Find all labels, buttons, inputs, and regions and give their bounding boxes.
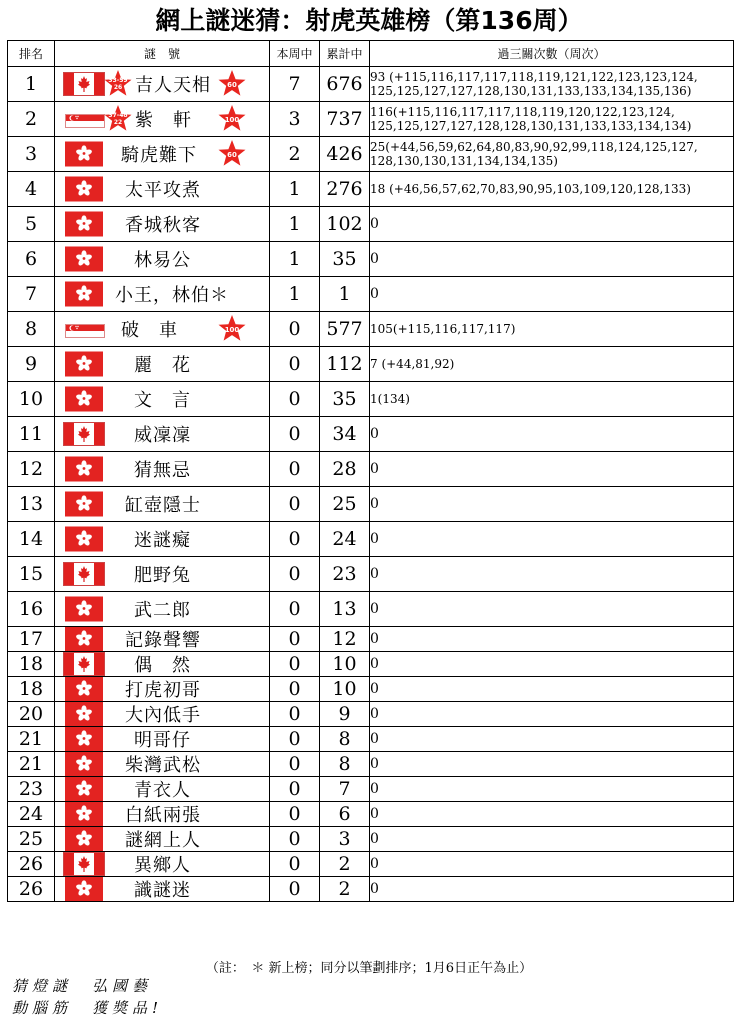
alias-name: 青衣人 <box>134 780 191 801</box>
bauhinia-icon <box>76 601 92 617</box>
total-count-cell: 737 <box>320 102 370 137</box>
bauhinia-icon <box>76 756 92 772</box>
table-row <box>8 592 734 627</box>
week-count-cell: 0 <box>270 777 320 802</box>
rank-cell: 5 <box>8 207 55 242</box>
alias-name: 紫 軒 <box>135 110 192 131</box>
canada-flag-icon <box>63 72 105 96</box>
rank-cell: 12 <box>8 452 55 487</box>
hong-kong-flag-icon <box>65 527 103 552</box>
hong-kong-flag-icon <box>65 802 103 827</box>
week-count-cell: 0 <box>270 652 320 677</box>
history-cell: 93 (+115,116,117,117,118,119,121,122,123,123,124, 125,125,127,127,128,130,131,133,133,134,135,136) <box>370 67 734 102</box>
history-cell: 0 <box>370 702 734 727</box>
table-row <box>8 727 734 752</box>
table-row <box>8 802 734 827</box>
alias-cell <box>55 627 270 652</box>
alias-name: 破 車 <box>121 320 178 341</box>
alias-name: 打虎初哥 <box>125 680 201 701</box>
total-count-cell: 426 <box>320 137 370 172</box>
header-history: 過三關次數（周次） <box>370 41 734 67</box>
alias-cell <box>55 207 270 242</box>
rank-cell: 15 <box>8 557 55 592</box>
alias-name: 謎網上人 <box>125 830 201 851</box>
rank-cell: 4 <box>8 172 55 207</box>
week-count-cell: 0 <box>270 727 320 752</box>
hong-kong-flag-icon <box>65 702 103 727</box>
total-count-cell: 1 <box>320 277 370 312</box>
total-count-cell: 102 <box>320 207 370 242</box>
rank-cell: 14 <box>8 522 55 557</box>
canada-flag-icon <box>63 562 105 586</box>
alias-cell <box>55 487 270 522</box>
left-star-badge-icon <box>103 69 133 99</box>
week-count-cell: 0 <box>270 312 320 347</box>
table-row <box>8 877 734 902</box>
bauhinia-icon <box>76 831 92 847</box>
history-cell: 18 (+46,56,57,62,70,83,90,95,103,109,120,128,133) <box>370 172 734 207</box>
week-count-cell: 2 <box>270 137 320 172</box>
bauhinia-icon <box>76 461 92 477</box>
week-count-cell: 1 <box>270 172 320 207</box>
table-row <box>8 417 734 452</box>
hong-kong-flag-icon <box>65 597 103 622</box>
badge-label: 26 <box>113 84 123 91</box>
maple-leaf-icon <box>78 566 90 582</box>
history-cell: 0 <box>370 652 734 677</box>
history-cell: 105(+115,116,117,117) <box>370 312 734 347</box>
history-cell: 0 <box>370 487 734 522</box>
alias-cell <box>55 417 270 452</box>
history-cell: 0 <box>370 777 734 802</box>
alias-name: 文 言 <box>134 390 191 411</box>
history-cell: 25(+44,56,59,62,64,80,83,90,92,99,118,124,125,127, 128,130,130,131,134,134,135) <box>370 137 734 172</box>
history-cell: 0 <box>370 592 734 627</box>
total-count-cell: 23 <box>320 557 370 592</box>
history-cell: 0 <box>370 827 734 852</box>
history-cell: 1(134) <box>370 382 734 417</box>
badge-label: 60 <box>227 81 237 89</box>
table-row <box>8 652 734 677</box>
week-count-cell: 0 <box>270 417 320 452</box>
slogan-line-1: 猜燈謎 弘國藝 <box>12 977 153 995</box>
table-row <box>8 452 734 487</box>
left-star-badge-icon <box>103 104 133 134</box>
table-row <box>8 277 734 312</box>
total-count-cell: 9 <box>320 702 370 727</box>
history-cell: 0 <box>370 452 734 487</box>
rank-cell: 13 <box>8 487 55 522</box>
alias-cell <box>55 522 270 557</box>
alias-name: 明哥仔 <box>134 730 191 751</box>
alias-name: 林易公 <box>134 250 191 271</box>
table-row <box>8 242 734 277</box>
history-cell: 0 <box>370 752 734 777</box>
alias-name: 記錄聲響 <box>125 630 201 651</box>
alias-name: 柴灣武松 <box>125 755 201 776</box>
hong-kong-flag-icon <box>65 492 103 517</box>
total-count-cell: 2 <box>320 852 370 877</box>
bauhinia-icon <box>76 731 92 747</box>
badge-label: 22 <box>113 119 123 126</box>
week-count-cell: 0 <box>270 382 320 417</box>
bauhinia-icon <box>76 251 92 267</box>
total-count-cell: 276 <box>320 172 370 207</box>
rank-cell: 23 <box>8 777 55 802</box>
rank-cell: 26 <box>8 877 55 902</box>
header-total: 累計中 <box>320 41 370 67</box>
table-row <box>8 102 734 137</box>
hong-kong-flag-icon <box>65 877 103 902</box>
total-count-cell: 8 <box>320 752 370 777</box>
rank-cell: 21 <box>8 752 55 777</box>
week-count-cell: 0 <box>270 487 320 522</box>
table-body <box>8 67 734 902</box>
alias-name: 香城秋客 <box>125 215 201 236</box>
alias-cell <box>55 777 270 802</box>
week-count-cell: 0 <box>270 347 320 382</box>
total-count-cell: 676 <box>320 67 370 102</box>
crescent-stars-icon <box>69 115 83 121</box>
rank-cell: 9 <box>8 347 55 382</box>
table-row <box>8 172 734 207</box>
alias-name: 肥野兔 <box>134 565 191 586</box>
bauhinia-icon <box>76 286 92 302</box>
alias-name: 武二郎 <box>134 600 191 621</box>
week-count-cell: 0 <box>270 852 320 877</box>
table-row <box>8 347 734 382</box>
table-row <box>8 382 734 417</box>
total-count-cell: 24 <box>320 522 370 557</box>
total-count-cell: 25 <box>320 487 370 522</box>
history-cell: 0 <box>370 877 734 902</box>
total-count-cell: 13 <box>320 592 370 627</box>
bauhinia-icon <box>76 181 92 197</box>
right-star-badge-icon <box>217 139 247 169</box>
alias-name: 吉人天相 <box>135 75 211 96</box>
badge-label: 33-59 <box>108 77 128 84</box>
alias-name: 太平攻煮 <box>125 180 201 201</box>
total-count-cell: 2 <box>320 877 370 902</box>
total-count-cell: 112 <box>320 347 370 382</box>
hong-kong-flag-icon <box>65 777 103 802</box>
singapore-flag-icon <box>65 114 105 128</box>
table-row <box>8 67 734 102</box>
alias-cell <box>55 827 270 852</box>
alias-cell <box>55 312 270 347</box>
bauhinia-icon <box>76 781 92 797</box>
alias-cell <box>55 652 270 677</box>
header-alias: 謎 號 <box>55 41 270 67</box>
rank-cell: 6 <box>8 242 55 277</box>
table-row <box>8 137 734 172</box>
week-count-cell: 0 <box>270 522 320 557</box>
week-count-cell: 0 <box>270 557 320 592</box>
hong-kong-flag-icon <box>65 212 103 237</box>
hong-kong-flag-icon <box>65 282 103 307</box>
rank-cell: 7 <box>8 277 55 312</box>
table-row <box>8 702 734 727</box>
rank-cell: 3 <box>8 137 55 172</box>
alias-cell <box>55 452 270 487</box>
badge-label: 100 <box>224 116 240 124</box>
total-count-cell: 3 <box>320 827 370 852</box>
bauhinia-icon <box>76 881 92 897</box>
alias-cell <box>55 557 270 592</box>
total-count-cell: 12 <box>320 627 370 652</box>
alias-cell <box>55 242 270 277</box>
hong-kong-flag-icon <box>65 627 103 652</box>
history-cell: 0 <box>370 522 734 557</box>
leaderboard-table <box>7 40 734 902</box>
alias-cell <box>55 137 270 172</box>
week-count-cell: 0 <box>270 752 320 777</box>
table-row <box>8 557 734 592</box>
total-count-cell: 7 <box>320 777 370 802</box>
hong-kong-flag-icon <box>65 177 103 202</box>
canada-flag-icon <box>63 852 105 876</box>
rank-cell: 25 <box>8 827 55 852</box>
alias-name: 偶 然 <box>134 655 191 676</box>
alias-cell <box>55 802 270 827</box>
alias-name: 識謎迷 <box>134 880 191 901</box>
canada-flag-icon <box>63 652 105 676</box>
history-cell: 0 <box>370 417 734 452</box>
total-count-cell: 10 <box>320 677 370 702</box>
header-rank: 排名 <box>8 41 55 67</box>
table-row <box>8 752 734 777</box>
total-count-cell: 28 <box>320 452 370 487</box>
hong-kong-flag-icon <box>65 727 103 752</box>
week-count-cell: 0 <box>270 802 320 827</box>
alias-cell <box>55 592 270 627</box>
badge-label: 100 <box>224 326 240 334</box>
alias-name: 麗 花 <box>134 355 191 376</box>
page-title: 網上謎迷猜：射虎英雄榜（第136周） <box>155 6 583 35</box>
footnote: （註： ＊ 新上榜；同分以筆劃排序；1月6日正午為止） <box>205 961 533 976</box>
rank-cell: 20 <box>8 702 55 727</box>
bauhinia-icon <box>76 356 92 372</box>
bauhinia-icon <box>76 391 92 407</box>
alias-name: 白紙兩張 <box>125 805 201 826</box>
right-star-badge-icon <box>217 104 247 134</box>
table-row <box>8 522 734 557</box>
alias-cell <box>55 727 270 752</box>
rank-cell: 16 <box>8 592 55 627</box>
hong-kong-flag-icon <box>65 247 103 272</box>
badge-label: 37-48 <box>108 112 128 119</box>
history-cell: 7 (+44,81,92) <box>370 347 734 382</box>
rank-cell: 18 <box>8 652 55 677</box>
alias-name: 猜無忌 <box>134 460 191 481</box>
total-count-cell: 34 <box>320 417 370 452</box>
week-count-cell: 0 <box>270 677 320 702</box>
table-row <box>8 207 734 242</box>
rank-cell: 21 <box>8 727 55 752</box>
history-cell: 0 <box>370 727 734 752</box>
table-row <box>8 852 734 877</box>
bauhinia-icon <box>76 216 92 232</box>
alias-cell <box>55 67 270 102</box>
alias-cell <box>55 347 270 382</box>
rank-cell: 1 <box>8 67 55 102</box>
bauhinia-icon <box>76 681 92 697</box>
rank-cell: 8 <box>8 312 55 347</box>
slogan-line-2: 動腦筋 獲獎品! <box>12 999 164 1017</box>
alias-cell <box>55 877 270 902</box>
total-count-cell: 10 <box>320 652 370 677</box>
total-count-cell: 35 <box>320 382 370 417</box>
right-star-badge-icon <box>217 314 247 344</box>
alias-cell <box>55 102 270 137</box>
week-count-cell: 0 <box>270 827 320 852</box>
hong-kong-flag-icon <box>65 142 103 167</box>
week-count-cell: 0 <box>270 592 320 627</box>
history-cell: 116(+115,116,117,117,118,119,120,122,123,124, 125,125,127,127,128,128,130,131,133,133,134,134) <box>370 102 734 137</box>
rank-cell: 10 <box>8 382 55 417</box>
maple-leaf-icon <box>78 76 90 92</box>
table-row <box>8 312 734 347</box>
history-cell: 0 <box>370 852 734 877</box>
bauhinia-icon <box>76 531 92 547</box>
history-cell: 0 <box>370 207 734 242</box>
table-row <box>8 677 734 702</box>
history-cell: 0 <box>370 557 734 592</box>
rank-cell: 18 <box>8 677 55 702</box>
table-row <box>8 487 734 522</box>
rank-cell: 17 <box>8 627 55 652</box>
header-week: 本周中 <box>270 41 320 67</box>
history-cell: 0 <box>370 242 734 277</box>
total-count-cell: 8 <box>320 727 370 752</box>
right-star-badge-icon <box>217 69 247 99</box>
hong-kong-flag-icon <box>65 677 103 702</box>
hong-kong-flag-icon <box>65 827 103 852</box>
bauhinia-icon <box>76 631 92 647</box>
alias-cell <box>55 172 270 207</box>
total-count-cell: 6 <box>320 802 370 827</box>
crescent-stars-icon <box>69 325 83 331</box>
hong-kong-flag-icon <box>65 752 103 777</box>
bauhinia-icon <box>76 496 92 512</box>
hong-kong-flag-icon <box>65 352 103 377</box>
alias-name: 小王，林伯＊ <box>115 285 229 306</box>
canada-flag-icon <box>63 422 105 446</box>
alias-name: 迷謎癡 <box>134 530 191 551</box>
history-cell: 0 <box>370 802 734 827</box>
alias-name: 威凜凜 <box>134 425 191 446</box>
total-count-cell: 35 <box>320 242 370 277</box>
alias-cell <box>55 852 270 877</box>
alias-name: 異鄉人 <box>134 855 191 876</box>
total-count-cell: 577 <box>320 312 370 347</box>
badge-label: 60 <box>227 151 237 159</box>
week-count-cell: 0 <box>270 627 320 652</box>
table-row <box>8 777 734 802</box>
maple-leaf-icon <box>78 426 90 442</box>
history-cell: 0 <box>370 627 734 652</box>
week-count-cell: 1 <box>270 242 320 277</box>
singapore-flag-icon <box>65 324 105 338</box>
bauhinia-icon <box>76 806 92 822</box>
bauhinia-icon <box>76 706 92 722</box>
alias-cell <box>55 677 270 702</box>
bauhinia-icon <box>76 146 92 162</box>
rank-cell: 26 <box>8 852 55 877</box>
week-count-cell: 1 <box>270 277 320 312</box>
alias-name: 大內低手 <box>125 705 201 726</box>
week-count-cell: 3 <box>270 102 320 137</box>
week-count-cell: 1 <box>270 207 320 242</box>
alias-cell <box>55 702 270 727</box>
rank-cell: 2 <box>8 102 55 137</box>
hong-kong-flag-icon <box>65 387 103 412</box>
hong-kong-flag-icon <box>65 457 103 482</box>
week-count-cell: 7 <box>270 67 320 102</box>
alias-cell <box>55 382 270 417</box>
alias-name: 缸壺隱士 <box>125 495 201 516</box>
week-count-cell: 0 <box>270 452 320 487</box>
alias-name: 騎虎難下 <box>121 145 197 166</box>
week-count-cell: 0 <box>270 702 320 727</box>
history-cell: 0 <box>370 677 734 702</box>
table-row <box>8 827 734 852</box>
rank-cell: 11 <box>8 417 55 452</box>
week-count-cell: 0 <box>270 877 320 902</box>
rank-cell: 24 <box>8 802 55 827</box>
table-header-row <box>8 41 734 67</box>
maple-leaf-icon <box>78 856 90 872</box>
alias-cell <box>55 752 270 777</box>
maple-leaf-icon <box>78 656 90 672</box>
table-row <box>8 627 734 652</box>
history-cell: 0 <box>370 277 734 312</box>
alias-cell <box>55 277 270 312</box>
